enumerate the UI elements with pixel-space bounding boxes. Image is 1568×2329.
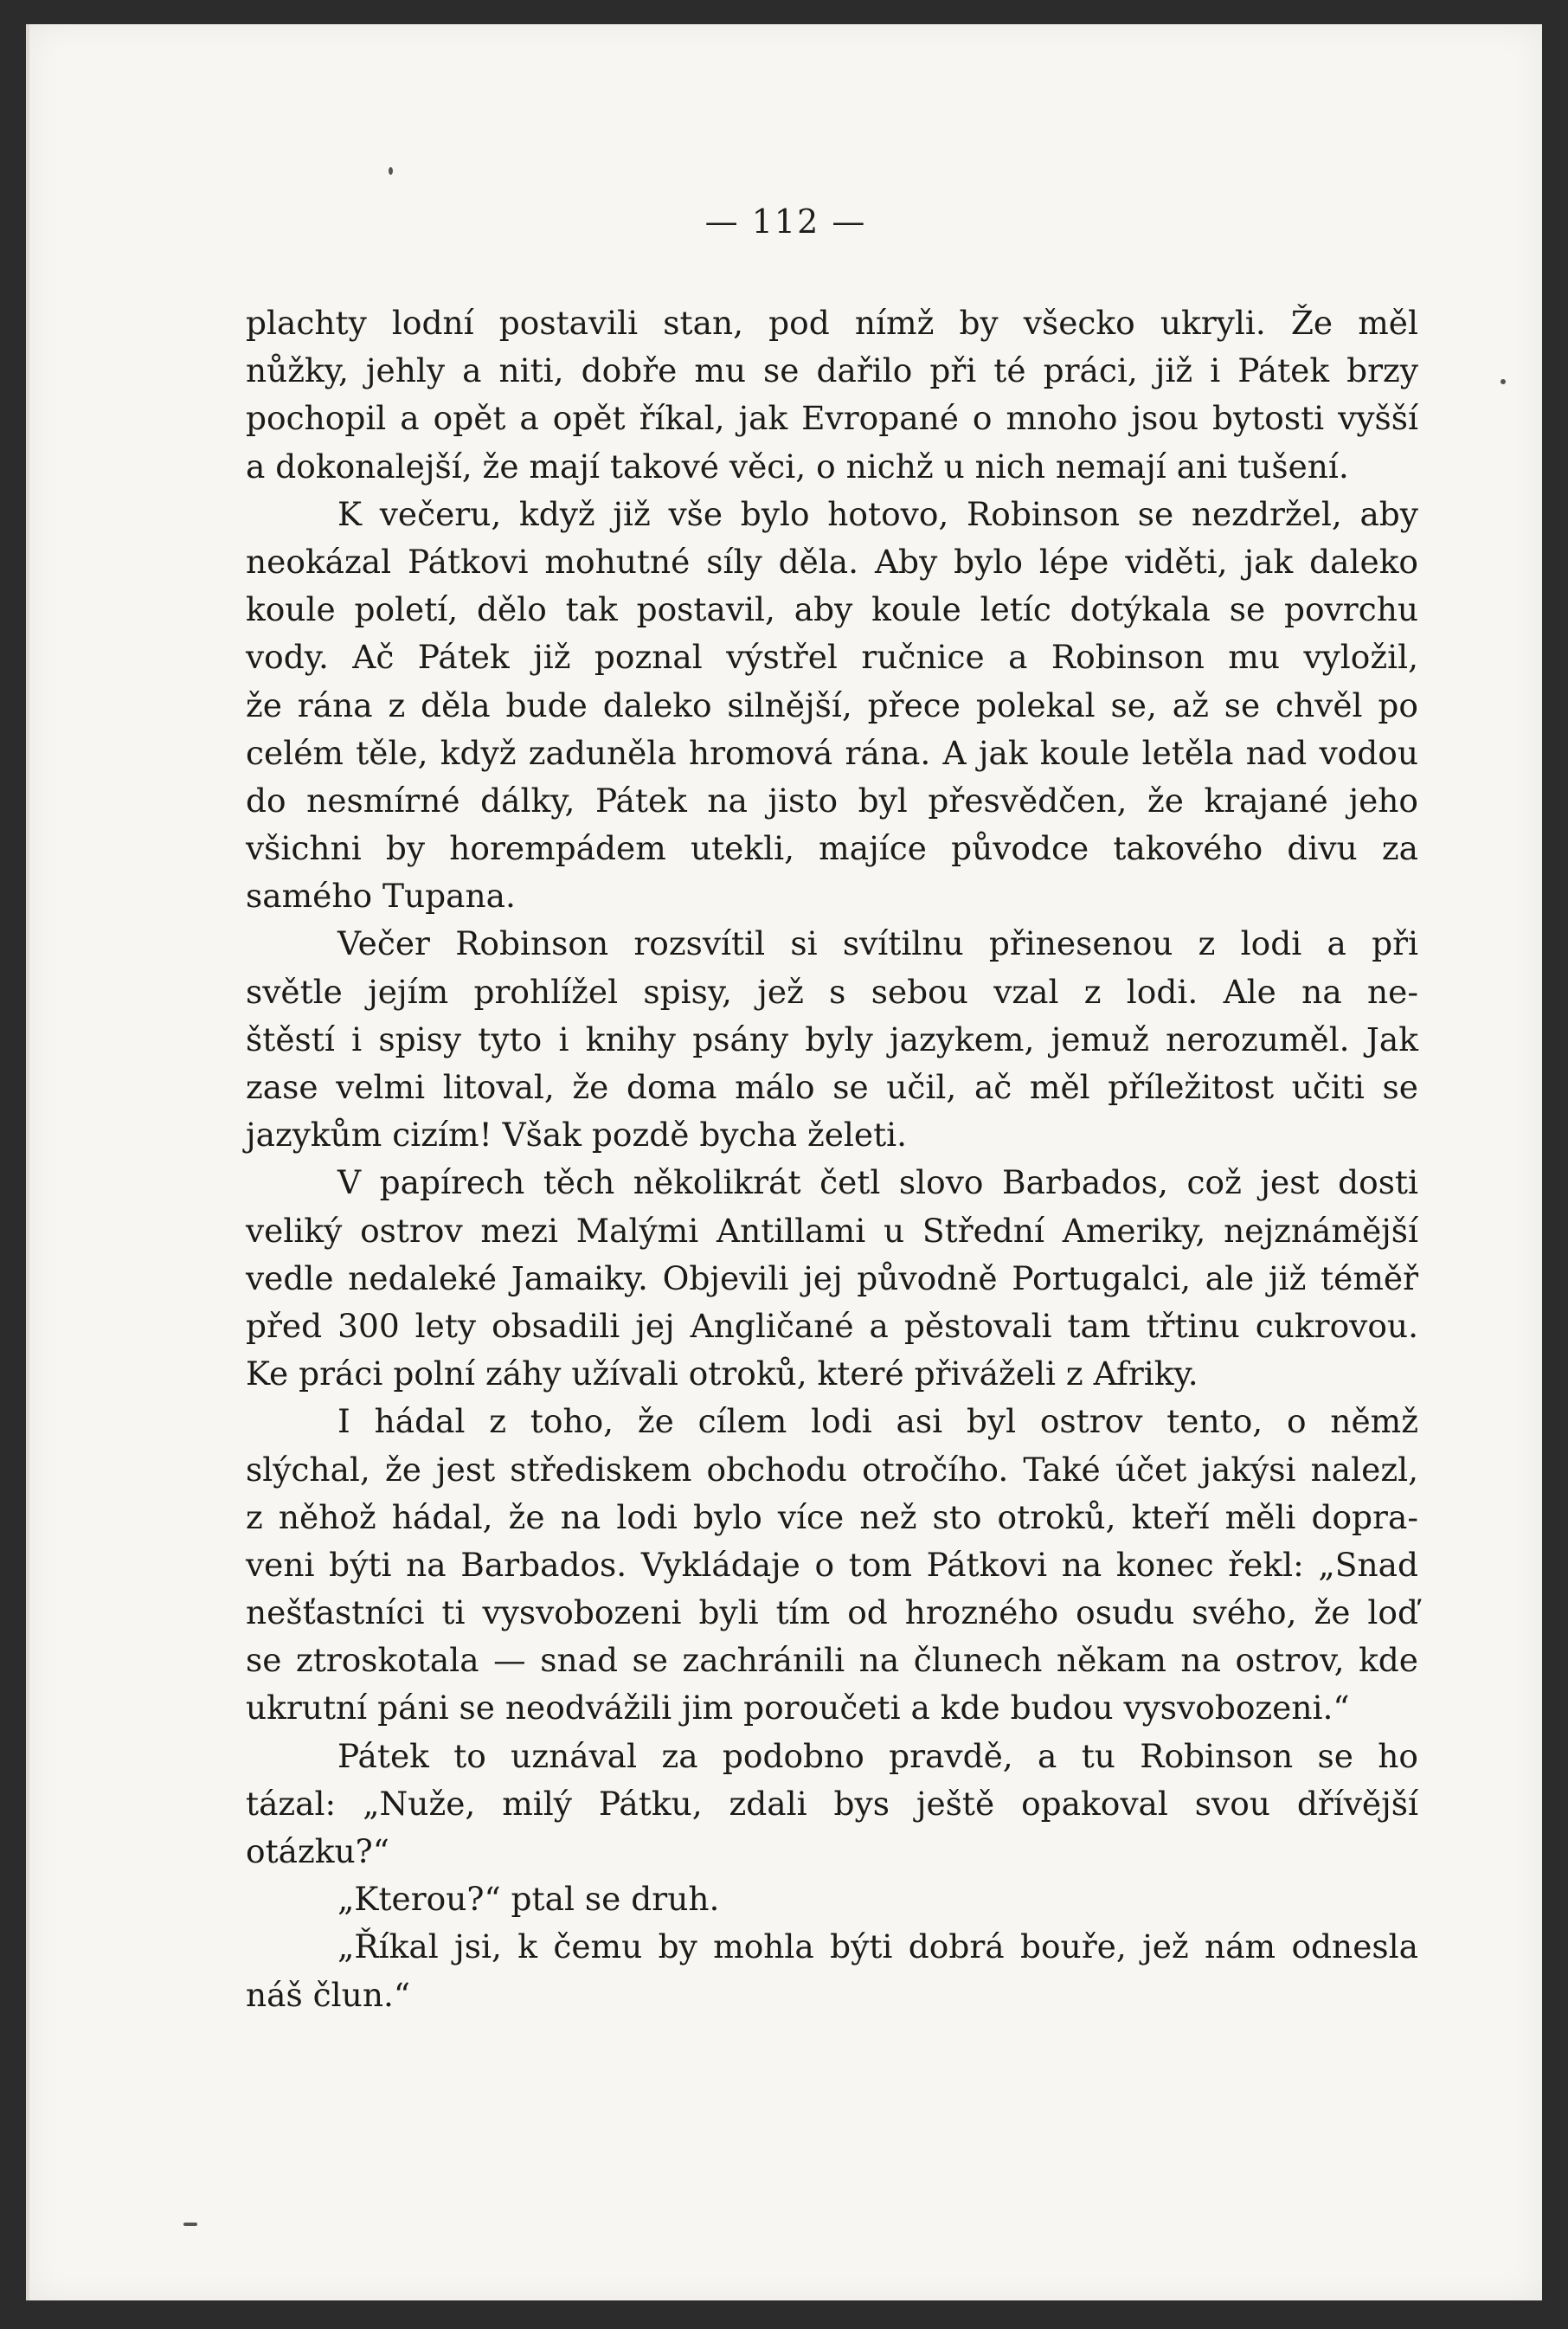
text-line: náš člun.“ [246,1975,411,2014]
text-line: Ke práci polní záhy užívali otroků, které přiváželi z Afriky. [246,1354,1198,1393]
text-line: Pátek to uznával za podobno pravdě, a tu Robinson se ho [337,1736,1418,1775]
text-line: celém těle, když zaduněla hromová rána. A jak koule letěla nad vodou [246,733,1418,772]
text-line: veliký ostrov mezi Malými Antillami u Střední Ameriky, nejznámější [246,1211,1418,1250]
paragraph [246,1398,1418,1732]
paragraph [246,1875,1418,1923]
text-line: ukrutní páni se neodvážili jim poroučeti a kde budou vysvobozeni.“ [246,1689,1350,1727]
text-line: „Říkal jsi, k čemu by mohla býti dobrá bouře, jež nám odnesla [337,1927,1418,1966]
text-line: před 300 lety obsadili jej Angličané a pěstovali tam třtinu cukrovou. [246,1306,1418,1345]
page-number: — 112 — [704,203,867,241]
text-line: světle jejím prohlížel spisy, jež s sebou vzal z lodi. Ale na ne- [246,972,1418,1011]
text-line: I hádal z toho, že cílem lodi asi byl ostrov tento, o němž [337,1402,1418,1441]
text-line: vedle nedaleké Jamaiky. Objevili jej původně Portugalci, ale již téměř [246,1258,1418,1297]
text-line: vody. Ač Pátek již poznal výstřel ručnice a Robinson mu vyložil, [246,638,1418,677]
paragraph [246,1159,1418,1398]
text-line: nešťastníci ti vysvobozeni byli tím od hrozného osudu svého, že loď [246,1593,1418,1632]
text-line: štěstí i spisy tyto i knihy psány byly jazykem, jemuž nerozuměl. Jak [246,1020,1418,1058]
text-line: plachty lodní postavili stan, pod nímž by všecko ukryli. Že měl [246,304,1418,342]
text-line: zase velmi litoval, že doma málo se učil, ač měl příležitost učiti se [246,1068,1418,1106]
text-line: Večer Robinson rozsvítil si svítilnu přinesenou z lodi a při [337,924,1418,963]
text-line: otázku?“ [246,1832,389,1870]
book-page [26,24,1542,2300]
text-line: nůžky, jehly a niti, dobře mu se dařilo při té práci, již i Pátek brzy [246,351,1418,390]
paragraph [246,1923,1418,2018]
text-line: „Kterou?“ ptal se druh. [337,1880,720,1919]
text-line: z něhož hádal, že na lodi bylo více než sto otroků, kteří měli dopra- [246,1497,1418,1536]
text-line: slýchal, že jest střediskem obchodu otročího. Také účet jakýsi nalezl, [246,1450,1418,1489]
paragraph [246,1733,1418,1876]
paragraph [246,920,1418,1159]
text-line: V papírech těch několikrát četl slovo Barbados, což jest dosti [337,1163,1418,1202]
text-line: koule poletí, dělo tak postavil, aby koule letíc dotýkala se povrchu [246,590,1418,629]
text-line: se ztroskotala — snad se zachránili na člunech někam na ostrov, kde [246,1641,1418,1680]
text-line: tázal: „Nuže, milý Pátku, zdali bys ještě opakoval svou dřívější [246,1784,1418,1823]
paper-speck [389,167,393,175]
text-line: samého Tupana. [246,877,516,916]
text-line: K večeru, když již vše bylo hotovo, Robinson se nezdržel, aby [337,494,1418,533]
paper-speck [1501,379,1506,384]
text-line: všichni by horempádem utekli, majíce původce takového divu za [246,829,1418,868]
text-line: že rána z děla bude daleko silnější, přece polekal se, až se chvěl po [246,685,1418,724]
body-text [246,299,1418,2019]
text-line: jazykům cizím! Však pozdě bycha želeti. [246,1116,908,1155]
text-line: neokázal Pátkovi mohutné síly děla. Aby bylo lépe viděti, jak daleko [246,542,1418,581]
paragraph [246,491,1418,921]
paragraph [246,299,1418,491]
text-line: pochopil a opět a opět říkal, jak Evropané o mnoho jsou bytosti vyšší [246,399,1418,438]
paper-speck [183,2223,197,2226]
text-line: veni býti na Barbados. Vykládaje o tom Pátkovi na konec řekl: „Snad [246,1545,1418,1584]
text-line: a dokonalejší, že mají takové věci, o nichž u nich nemají ani tušení. [246,447,1349,486]
text-line: do nesmírné dálky, Pátek na jisto byl přesvědčen, že krajané jeho [246,781,1418,820]
